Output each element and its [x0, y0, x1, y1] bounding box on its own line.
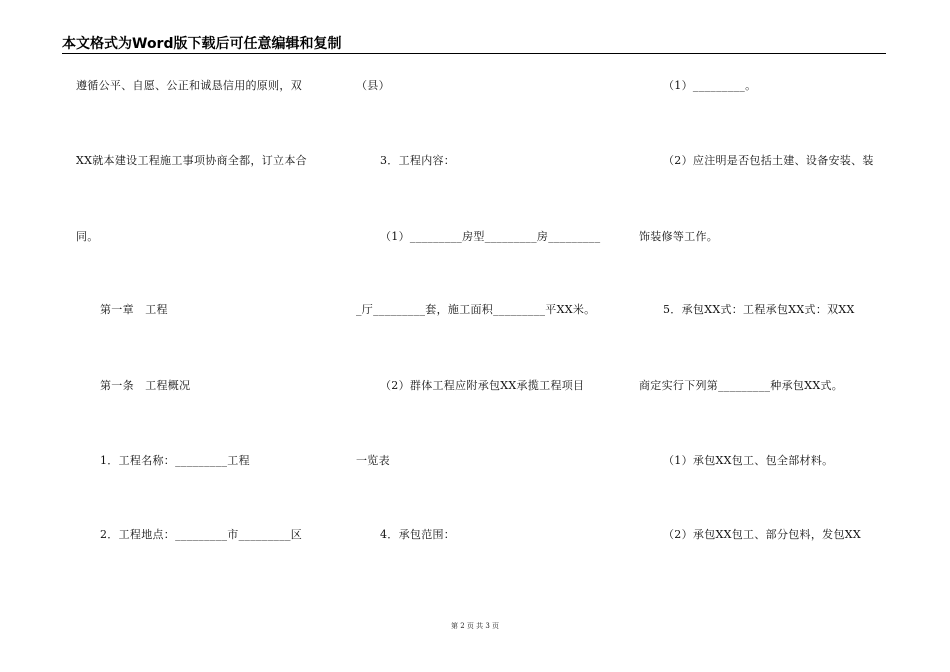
right-line-6: （1）承包XX包工、包全部材料。	[663, 454, 834, 467]
left-line-5: 第一条 工程概况	[100, 379, 191, 392]
right-line-4: 5．承包XX式：工程承包XX式：双XX	[663, 303, 855, 316]
page-number: 第 2 页 共 3 页	[450, 622, 500, 630]
right-line-5: 商定实行下列第_________种承包XX式。	[639, 379, 844, 392]
middle-line-7: 4．承包范围：	[380, 528, 456, 541]
left-line-3: 同。	[76, 230, 99, 243]
middle-line-2: 3．工程内容：	[380, 154, 456, 167]
left-line-1: 遵循公平、自愿、公正和诚恳信用的原则，双	[76, 79, 302, 92]
header-rule	[62, 53, 886, 54]
middle-line-1: （县）	[356, 79, 390, 92]
right-line-3: 饰装修等工作。	[639, 230, 719, 243]
right-line-2: （2）应注明是否包括土建、设备安装、装	[663, 154, 874, 167]
middle-line-3: （1）_________房型_________房_________	[380, 230, 601, 243]
left-line-7: 2．工程地点：_________市_________区	[100, 528, 303, 541]
right-line-7: （2）承包XX包工、部分包料，发包XX	[663, 528, 862, 541]
page-header-title: 本文格式为Word版下载后可任意编辑和复制	[62, 36, 342, 52]
left-line-6: 1．工程名称：_________工程	[100, 454, 250, 467]
middle-line-4: _厅_________套，施工面积_________平XX米。	[356, 303, 596, 316]
left-line-4: 第一章 工程	[100, 303, 168, 316]
middle-line-6: 一览表	[356, 454, 390, 467]
middle-line-5: （2）群体工程应附承包XX承揽工程项目	[380, 379, 585, 392]
right-line-1: （1）_________。	[663, 79, 757, 92]
left-line-2: XX就本建设工程施工事项协商全都，订立本合	[76, 154, 307, 167]
